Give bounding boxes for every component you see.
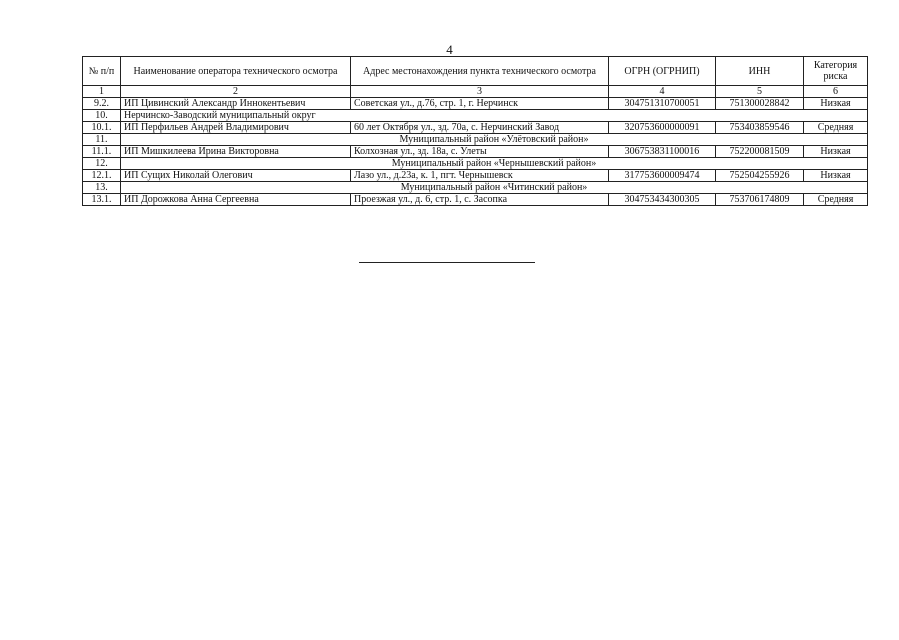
risk-category: Средняя [804, 194, 868, 206]
table-row [83, 122, 868, 134]
header-row [83, 57, 868, 86]
header-address: Адрес местонахождения пункта технического осмотра [351, 57, 609, 86]
section-title: Муниципальный район «Чернышевский район» [121, 158, 868, 170]
page-number: 4 [446, 42, 453, 57]
row-number: 10.1. [83, 122, 121, 134]
table-row [83, 194, 868, 206]
row-number: 13.1. [83, 194, 121, 206]
operator-inn: 752504255926 [716, 170, 804, 182]
section-number: 13. [83, 182, 121, 194]
operator-inn: 751300028842 [716, 98, 804, 110]
operator-address: Лазо ул., д.23а, к. 1, пгт. Чернышевск [351, 170, 609, 182]
section-row [83, 134, 868, 146]
operator-address: Колхозная ул., зд. 18а, с. Улеты [351, 146, 609, 158]
section-row [83, 110, 868, 122]
header-risk: Категория риска [804, 57, 868, 86]
column-number: 2 [121, 86, 351, 98]
column-number-row [83, 86, 868, 98]
operators-table [82, 56, 868, 206]
header-name: Наименование оператора технического осмотра [121, 57, 351, 86]
column-number: 6 [804, 86, 868, 98]
section-title: Нерчинско-Заводский муниципальный округ [121, 110, 868, 122]
operator-address: Советская ул., д.76, стр. 1, г. Нерчинск [351, 98, 609, 110]
section-row [83, 158, 868, 170]
section-title: Муниципальный район «Читинский район» [121, 182, 868, 194]
operator-name: ИП Перфильев Андрей Владимирович [121, 122, 351, 134]
operator-name: ИП Сущих Николай Олегович [121, 170, 351, 182]
section-title: Муниципальный район «Улётовский район» [121, 134, 868, 146]
column-number: 4 [609, 86, 716, 98]
operator-ogrn: 304751310700051 [609, 98, 716, 110]
risk-category: Низкая [804, 98, 868, 110]
column-number: 5 [716, 86, 804, 98]
risk-category: Низкая [804, 170, 868, 182]
operator-ogrn: 306753831100016 [609, 146, 716, 158]
row-number: 9.2. [83, 98, 121, 110]
operator-name: ИП Дорожкова Анна Сергеевна [121, 194, 351, 206]
operator-name: ИП Мишкилеева Ирина Викторовна [121, 146, 351, 158]
operator-inn: 753706174809 [716, 194, 804, 206]
operator-ogrn: 317753600009474 [609, 170, 716, 182]
row-number: 12.1. [83, 170, 121, 182]
risk-category: Низкая [804, 146, 868, 158]
table-row [83, 146, 868, 158]
table-row [83, 170, 868, 182]
table-header [83, 57, 868, 98]
operator-name: ИП Цивинский Александр Иннокентьевич [121, 98, 351, 110]
header-inn: ИНН [716, 57, 804, 86]
section-number: 10. [83, 110, 121, 122]
header-ogrn: ОГРН (ОГРНИП) [609, 57, 716, 86]
table-body [83, 98, 868, 206]
section-number: 12. [83, 158, 121, 170]
footer-rule [359, 262, 535, 263]
operator-ogrn: 320753600000091 [609, 122, 716, 134]
table-row [83, 98, 868, 110]
operator-inn: 752200081509 [716, 146, 804, 158]
column-number: 3 [351, 86, 609, 98]
operator-ogrn: 304753434300305 [609, 194, 716, 206]
operator-inn: 753403859546 [716, 122, 804, 134]
row-number: 11.1. [83, 146, 121, 158]
operator-address: Проезжая ул., д. 6, стр. 1, с. Засопка [351, 194, 609, 206]
operator-address: 60 лет Октября ул., зд. 70а, с. Нерчинский Завод [351, 122, 609, 134]
header-num: № п/п [83, 57, 121, 86]
section-number: 11. [83, 134, 121, 146]
column-number: 1 [83, 86, 121, 98]
risk-category: Средняя [804, 122, 868, 134]
section-row [83, 182, 868, 194]
